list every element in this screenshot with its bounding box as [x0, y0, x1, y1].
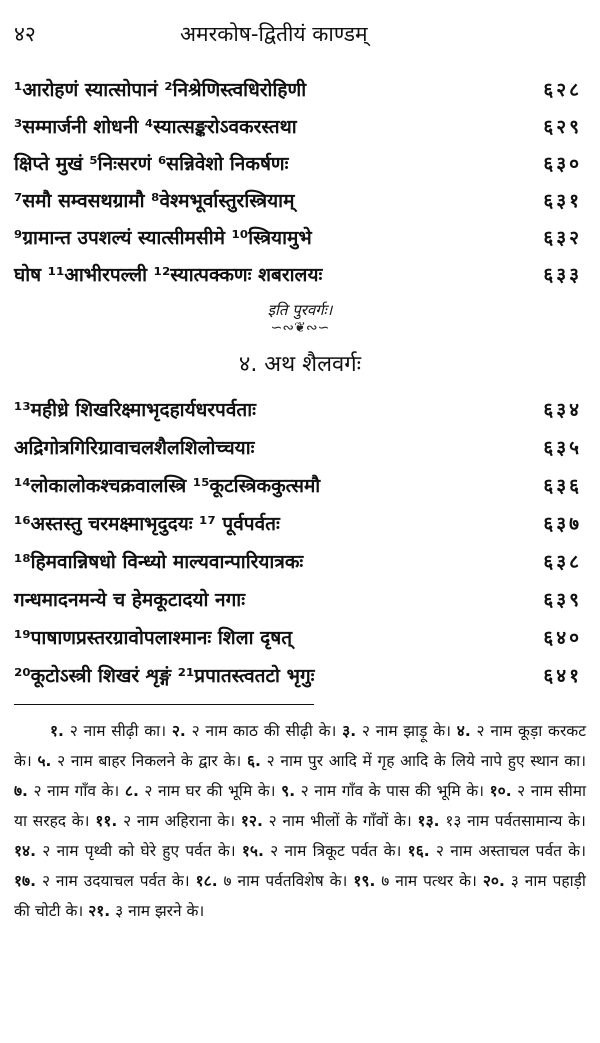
footnote-number: २१.: [88, 902, 111, 920]
footnote-number: ८.: [124, 782, 139, 800]
verse-line: [14, 396, 586, 430]
footnote-text: २ नाम उदयाचल पर्वत के।: [41, 872, 190, 890]
footnote-number: १५.: [241, 842, 264, 860]
footnote-text: २ नाम त्रिकूट पर्वत के।: [270, 842, 402, 860]
verse-line: [14, 510, 586, 544]
verse-number: ६३०: [543, 153, 582, 175]
footnotes: [14, 716, 586, 926]
verse-text: घोष ¹¹आभीरपल्ली ¹²स्यात्पक्कणः शबरालयः: [14, 264, 323, 286]
footnote-number: १.: [50, 722, 64, 740]
verse-text: अद्रिगोत्रगिरिग्रावाचलशैलशिलोच्चयाः: [14, 437, 255, 459]
verse-text: ¹⁹पाषाणप्रस्तरग्रावोपलाश्मानः शिला दृषत्: [14, 627, 293, 649]
verse-line: [14, 472, 586, 506]
footnote-number: ५.: [37, 752, 52, 770]
footnote-number: २.: [171, 722, 186, 740]
verse-number: ६२८: [543, 79, 582, 101]
footnote-number: ७.: [14, 782, 28, 800]
footnote-text: ७ नाम पर्वतविशेष के।: [223, 872, 348, 890]
section-end-label: इति पुरवर्गः।: [267, 301, 333, 319]
verse-number: ६३१: [543, 190, 582, 212]
verse-line: [14, 187, 586, 221]
footnote-divider: [14, 704, 314, 705]
verse-text: क्षिप्ते मुखं ⁵निःसरणं ⁶सन्निवेशो निकर्षणः: [14, 153, 289, 175]
verse-text: ¹³महीध्रे शिखरिक्ष्माभृदहार्यधरपर्वताः: [14, 399, 257, 421]
footnote-text: ३ नाम झरने के।: [115, 902, 205, 920]
footnote-text: २ नाम पृथ्वी को घेरे हुए पर्वत के।: [42, 842, 236, 860]
footnote-text: २ नाम गाँव के पास की भूमि के।: [300, 782, 484, 800]
footnote-text: २ नाम कूड़ा करकट के।: [14, 722, 587, 770]
verse-number: ६३२: [543, 227, 582, 249]
verse-line: [14, 662, 586, 696]
ornament-icon: ∽∾❦∾∽: [270, 320, 330, 336]
footnote-text: २ नाम सीढ़ी का।: [69, 722, 167, 740]
footnote-number: ११.: [95, 812, 118, 830]
footnote-text: ३ नाम पहाड़ी की चोटी के।: [14, 872, 586, 920]
footnote-number: १२.: [240, 812, 263, 830]
verse-number: ६३३: [543, 264, 582, 286]
footnote-text: २ नाम अहिराना के।: [123, 812, 236, 830]
verse-line: [14, 150, 586, 184]
verse-text: ¹⁴लोकालोकश्चक्रवालस्त्रि ¹⁵कूटस्त्रिककुत्समौ: [14, 475, 321, 497]
footnote-number: ६.: [246, 752, 261, 770]
verse-number: ६४१: [543, 665, 582, 687]
verse-text: ¹आरोहणं स्यात्सोपानं ²निश्रेणिस्त्वधिरोहिणी: [14, 79, 307, 101]
footnote-text: १३ नाम पर्वतसामान्य के।: [445, 812, 586, 830]
footnote-number: ३.: [342, 722, 357, 740]
verse-line: [14, 113, 586, 147]
verse-number: ६३७: [543, 513, 582, 535]
page-header: [14, 20, 586, 52]
verse-text: ¹⁸हिमवान्निषधो विन्ध्यो माल्यवान्पारियात्रकः: [14, 551, 304, 573]
verse-number: ६४०: [543, 627, 582, 649]
verse-number: ६३८: [543, 551, 582, 573]
verse-line: [14, 434, 586, 468]
footnote-text: २ नाम सीमा या सरहद के।: [14, 782, 587, 830]
verse-text: ⁹ग्रामान्त उपशल्यं स्यात्सीमसीमे ¹⁰स्त्रियामुभे: [14, 227, 312, 249]
verse-line: [14, 624, 586, 658]
verse-line: [14, 224, 586, 258]
footnote-number: १७.: [14, 872, 37, 890]
footnote-text: २ नाम बाहर निकलने के द्वार के।: [57, 752, 242, 770]
verse-number: ६३५: [543, 437, 582, 459]
footnote-text: २ नाम झाड़ू के।: [361, 722, 451, 740]
verse-text: गन्धमादनमन्ये च हेमकूटादयो नगाः: [14, 589, 246, 611]
footnote-number: १०.: [489, 782, 512, 800]
verse-number: ६३९: [543, 589, 582, 611]
footnote-text: २ नाम घर की भूमि के।: [144, 782, 276, 800]
verse-line: [14, 261, 586, 295]
verse-number: ६३४: [543, 399, 582, 421]
footnote-number: १४.: [14, 842, 37, 860]
running-title: अमरकोष-द्वितीयं काण्डम्: [180, 22, 368, 46]
verse-text: ⁷समौ सम्वसथग्रामौ ⁸वेश्मभूर्वास्तुरस्त्रियाम्: [14, 190, 295, 212]
footnote-text: २ नाम काठ की सीढ़ी के।: [191, 722, 337, 740]
verse-text: ²⁰कूटोऽस्त्री शिखरं शृङ्गं ²¹प्रपातस्त्वतटो भृगुः: [14, 665, 315, 687]
footnote-number: २०.: [482, 872, 505, 890]
verse-number: ६२९: [543, 116, 582, 138]
footnote-text: २ नाम पुर आदि में गृह आदि के लिये नापे हुए स्थान का।: [266, 752, 587, 770]
footnote-text: ७ नाम पत्थर के।: [381, 872, 477, 890]
verse-line: [14, 76, 586, 110]
footnote-number: १६.: [407, 842, 430, 860]
footnote-number: १३.: [417, 812, 440, 830]
verse-number: ६३६: [543, 475, 582, 497]
verse-line: [14, 586, 586, 620]
page-number: ४२: [14, 22, 36, 46]
footnote-number: १९.: [353, 872, 376, 890]
footnote-number: १८.: [195, 872, 218, 890]
verse-text: ¹⁶अस्तस्तु चरमक्ष्माभृदुदयः ¹⁷ पूर्वपर्वतः: [14, 513, 280, 535]
footnote-text: २ नाम अस्ताचल पर्वत के।: [435, 842, 586, 860]
footnote-text: २ नाम गाँव के।: [33, 782, 120, 800]
section-heading: ४. अथ शैलवर्गः: [238, 352, 362, 377]
footnote-text: २ नाम भीलों के गाँवों के।: [268, 812, 412, 830]
verse-line: [14, 548, 586, 582]
verse-text: ³सम्मार्जनी शोधनी ⁴स्यात्सङ्करोऽवकरस्तथा: [14, 116, 297, 138]
footnote-number: ९.: [281, 782, 296, 800]
footnote-number: ४.: [456, 722, 471, 740]
